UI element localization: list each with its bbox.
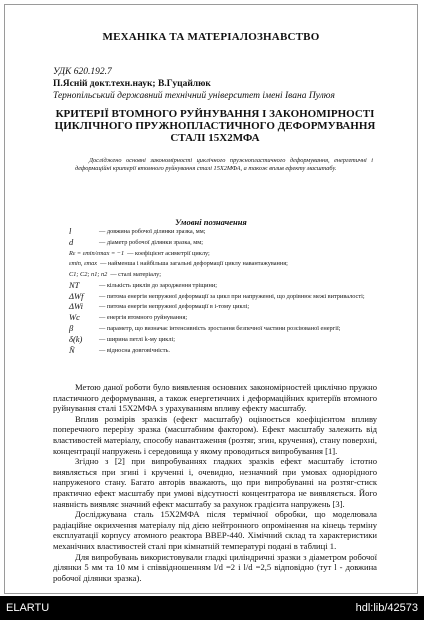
symbol: εmin, εmax <box>69 260 98 268</box>
abstract: Досліджено основні закономірності циклічного пружнопластичного деформування, енергетичні і деформаційні критерії втомного руйнування сталі 15Х2МФА, а також вплив ефекту масштабу. <box>75 157 373 173</box>
affiliation: Тернопільський державний технічний університет імені Івана Пулюя <box>53 91 335 101</box>
symbol: N̄ <box>69 344 75 355</box>
paper-title <box>53 108 377 144</box>
symbol: C1; C2; n1; n2 <box>69 271 108 279</box>
paragraph: Для випробувань використовували гладкі циліндричні зразки з діаметром робочої ділянки 5 мм та 10 мм і співвідношенням l/d =2 і l/d =2,5 відповідно (тут l - довжина робочої ділянки зразка). <box>53 551 377 583</box>
symbol-description: — енергія втомного руйнування; <box>99 314 188 322</box>
symbol: ΔWi <box>69 301 83 312</box>
repository-footer-bar <box>0 596 424 620</box>
symbol-row <box>69 236 379 247</box>
paragraph: Метою даної роботи було виявлення основних закономірностей циклічно пружно пластичного деформування, а також енергетичних і деформаційних критеріїв втомного руйнування сталі 15Х2МФА з урахуванням впливу ефекту масштабу. <box>53 382 377 414</box>
symbol-description: — діаметр робочої ділянки зразка, мм; <box>99 238 203 246</box>
symbol-row <box>69 271 379 279</box>
symbol-description: — питома енергія непружної деформації в і-тому циклі; <box>99 303 250 311</box>
symbol-description: — параметр, що визначає інтенсивність зростання безпечної частини розсіюваної енергії; <box>99 325 341 333</box>
title-line: ЦИКЛІЧНОГО ПРУЖНОПЛАСТИЧНОГО ДЕФОРМУВАННЯ <box>54 120 376 132</box>
symbol-description: — кількість циклів до зародження тріщини; <box>99 281 217 289</box>
symbol-row <box>69 279 379 290</box>
paragraph: Досліджувана сталь 15Х2МФА після термічної обробки, що моделювала радіаційне окрихчення матеріалу під дією нейтронного опромінення на кінець терміну експлуатації корпусу атомного реактора ВВЕР-440. Хімічний склад та характеристики механічних властивостей сталі при кімнатній температурі подані в таблиці 1. <box>53 509 377 551</box>
symbol: β <box>69 323 74 334</box>
symbol-row <box>69 344 379 355</box>
symbol-row <box>69 290 379 301</box>
symbol-row <box>69 303 379 311</box>
paragraph: Вплив розмірів зразків (ефект масштабу) оцінюється коефіцієнтом впливу поперечного перерізу зразка (масштабним фактором). Ефект масштабу залежить від властивостей матеріалу, способу навантаження (розтяг, згин, кручення), стану поверхні, концентрації напружень і середовища у якому проводиться випробування [1]. <box>53 413 377 456</box>
symbol-row <box>69 260 379 268</box>
symbols-heading: Умовні позначення <box>175 217 247 227</box>
title-line: КРИТЕРІЇ ВТОМНОГО РУЙНУВАННЯ І ЗАКОНОМІРНОСТІ <box>55 108 375 120</box>
symbol: d <box>69 236 74 247</box>
authors: П.Ясній докт.техн.наук; В.Гуцайлюк <box>53 79 211 89</box>
symbol-description: — ширина петлі k-му циклі; <box>99 335 175 343</box>
symbol-row <box>69 325 379 333</box>
symbol: Wc <box>69 312 80 323</box>
symbol: ΔWf <box>69 290 84 301</box>
symbols-list <box>69 228 379 357</box>
body-text <box>53 382 377 583</box>
symbol: NT <box>69 279 80 290</box>
udk-code: УДК 620.192.7 <box>53 67 112 77</box>
symbol-row <box>69 333 379 344</box>
symbol: l <box>69 226 72 236</box>
symbol: Rε = εmin/εmax = −1 <box>69 249 125 257</box>
symbol: δ(k) <box>69 333 83 344</box>
document-page <box>4 4 418 594</box>
symbol-description: — відносна довговічність. <box>99 346 170 354</box>
title-line: СТАЛІ 15Х2МФА <box>170 132 260 144</box>
symbol-row <box>69 314 379 322</box>
handle-identifier[interactable]: hdl:lib/42573 <box>355 602 418 614</box>
symbol-description: — питома енергія непружної деформації за цикл при напруженні, що дорівнює межі витривалості; <box>99 292 365 300</box>
symbol-row <box>69 250 379 258</box>
symbol-description: — коефіцієнт асиметрії циклу; <box>127 249 210 257</box>
repository-name: ELARTU <box>6 602 50 614</box>
symbol-description: — сталі матеріалу; <box>110 271 161 279</box>
paragraph: Згідно з [2] при випробуваннях гладких зразків ефект масштабу істотно виявляється при згині і крученні і, очевидно, незначний при умовах однорідного напруженого стану. Багато авторів вважають, що при випробуванні на розтяг-стиск практично ефект масштабу при умові відсутності концентратора не виявляється. Його наявність виявляє значний ефект масштабу за рахунок градієнта напружень [3]. <box>53 456 377 509</box>
symbol-row <box>69 228 379 236</box>
journal-section-header: МЕХАНІКА ТА МАТЕРІАЛОЗНАВСТВО <box>102 31 320 43</box>
symbol-description: — найменша і найбільша загальні деформації циклу навантажування; <box>100 260 288 268</box>
symbol-description: — довжина робочої ділянки зразка, мм; <box>99 228 206 235</box>
